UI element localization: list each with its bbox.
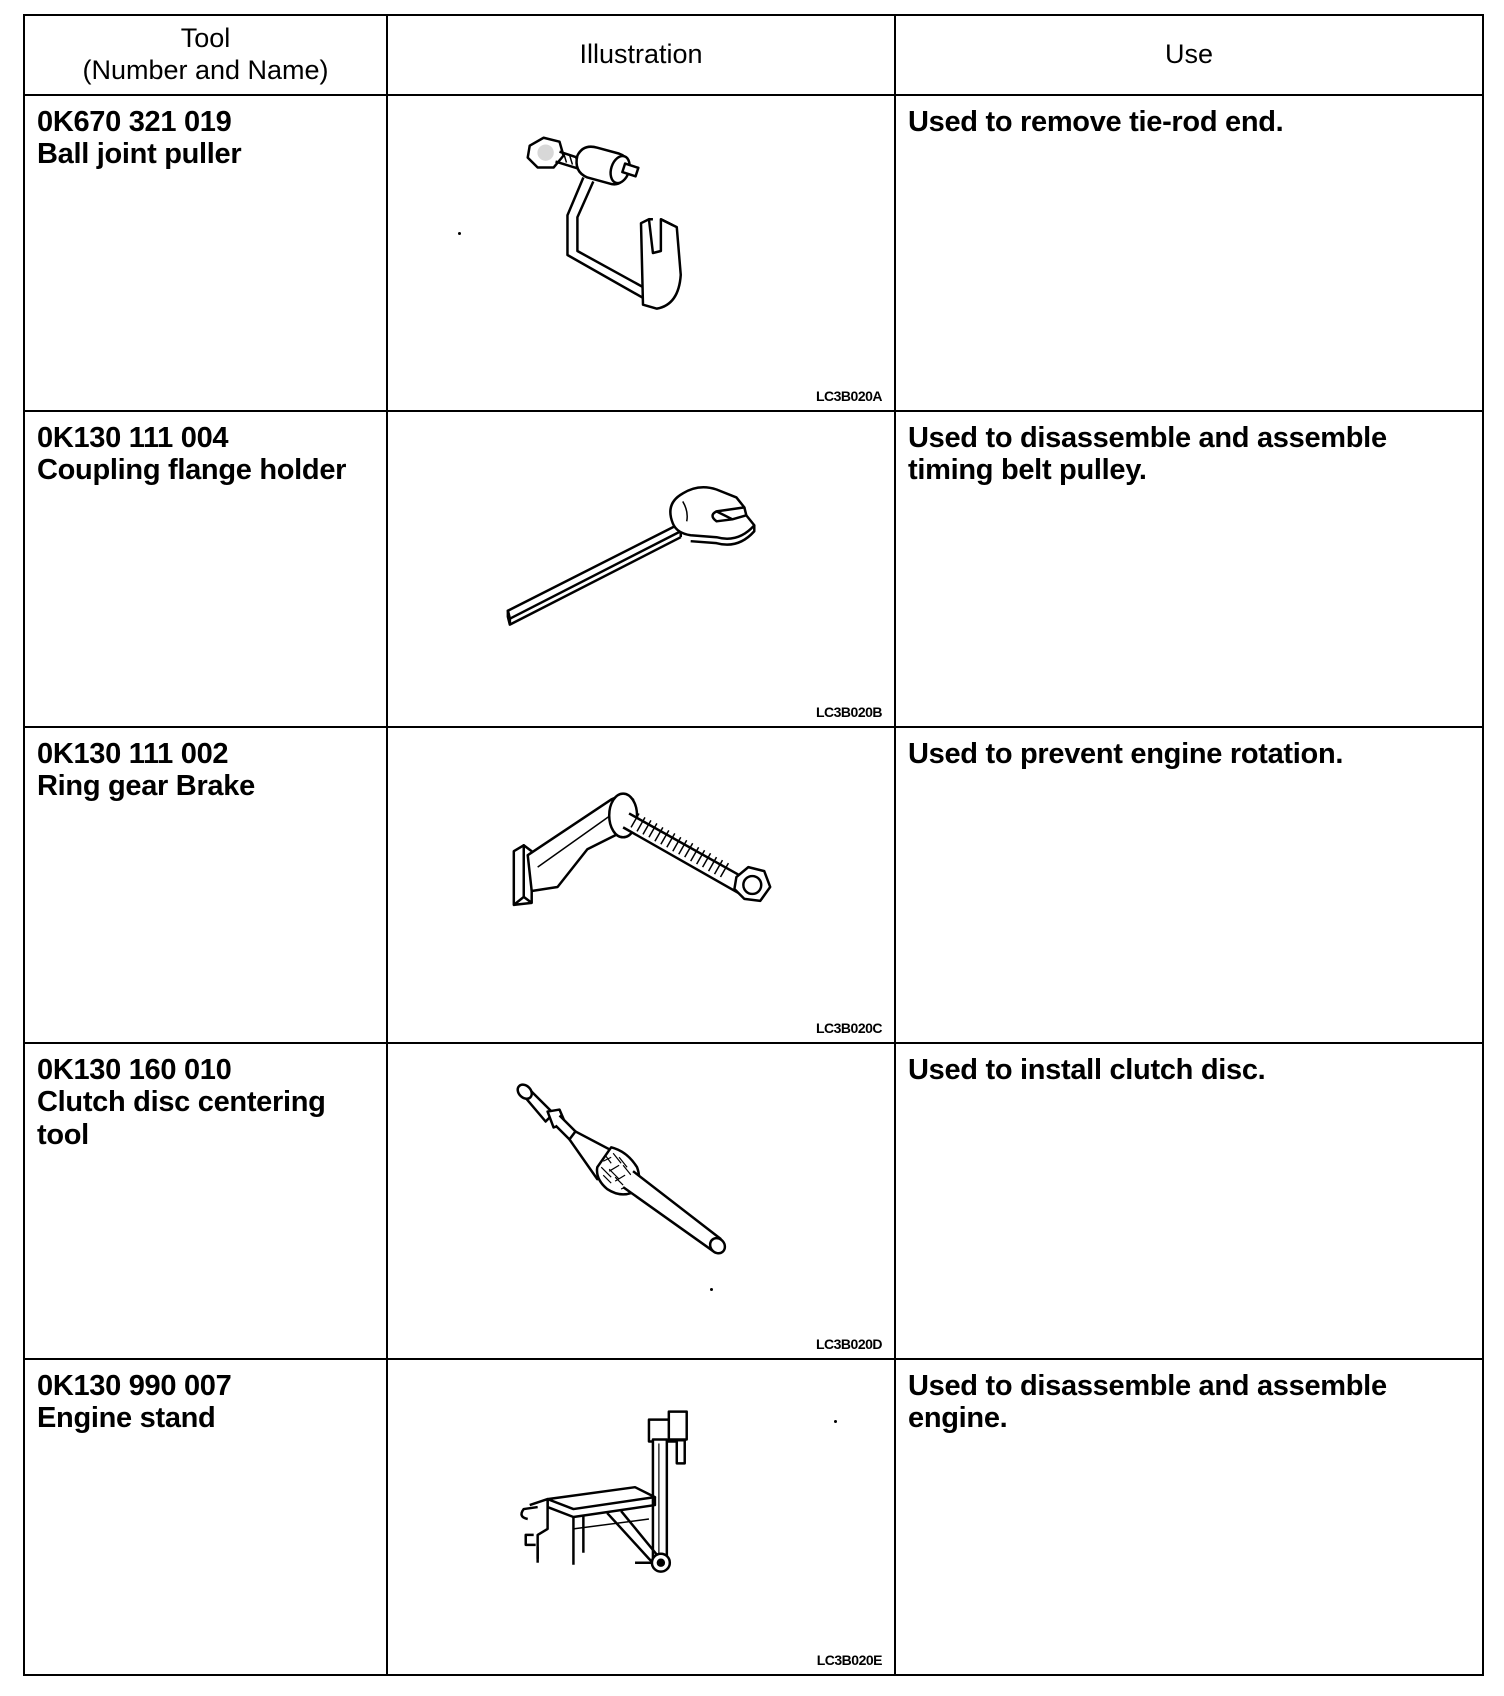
header-tool-line2: (Number and Name) bbox=[82, 55, 329, 85]
illustration-cell bbox=[387, 411, 895, 727]
clutch-disc-centering-tool-icon bbox=[388, 1044, 894, 1358]
use-text: Used to remove tie-rod end. bbox=[908, 106, 1284, 138]
tool-number: 0K130 990 007 bbox=[37, 1370, 232, 1402]
tool-cell bbox=[24, 1043, 387, 1359]
table-row bbox=[24, 95, 1483, 411]
figure-code: LC3B020C bbox=[815, 1020, 882, 1036]
figure-code: LC3B020E bbox=[816, 1652, 882, 1668]
ball-joint-puller-icon bbox=[388, 96, 894, 410]
ring-gear-brake-icon bbox=[388, 728, 894, 1042]
table-header-row bbox=[24, 15, 1483, 95]
use-cell bbox=[895, 95, 1483, 411]
table-row bbox=[24, 1043, 1483, 1359]
tool-name: Engine stand bbox=[37, 1402, 216, 1435]
special-tools-table bbox=[23, 14, 1484, 1676]
tool-cell bbox=[24, 411, 387, 727]
use-text: Used to disassemble and assemble timing belt pulley. bbox=[908, 422, 1387, 487]
tool-name: Clutch disc centering tool bbox=[37, 1086, 334, 1151]
use-cell bbox=[895, 411, 1483, 727]
tool-name: Coupling flange holder bbox=[37, 454, 347, 487]
table-row bbox=[24, 411, 1483, 727]
tool-name: Ball joint puller bbox=[37, 138, 242, 171]
tool-number: 0K130 160 010 bbox=[37, 1054, 232, 1086]
header-tool bbox=[24, 15, 387, 95]
table-row bbox=[24, 727, 1483, 1043]
tool-cell bbox=[24, 727, 387, 1043]
use-text: Used to install clutch disc. bbox=[908, 1054, 1266, 1086]
illustration-cell bbox=[387, 95, 895, 411]
engine-stand-icon bbox=[388, 1360, 894, 1674]
header-use: Use bbox=[895, 15, 1483, 95]
tool-cell bbox=[24, 95, 387, 411]
illustration-cell bbox=[387, 1043, 895, 1359]
tool-cell bbox=[24, 1359, 387, 1675]
header-illustration: Illustration bbox=[387, 15, 895, 95]
use-cell bbox=[895, 727, 1483, 1043]
tool-number: 0K670 321 019 bbox=[37, 106, 232, 138]
tool-name: Ring gear Brake bbox=[37, 770, 255, 803]
tool-number: 0K130 111 002 bbox=[37, 738, 229, 770]
use-text: Used to prevent engine rotation. bbox=[908, 738, 1344, 770]
figure-code: LC3B020B bbox=[815, 704, 882, 720]
tool-number: 0K130 111 004 bbox=[37, 422, 229, 454]
use-text: Used to disassemble and assemble engine. bbox=[908, 1370, 1395, 1435]
illustration-cell bbox=[387, 727, 895, 1043]
figure-code: LC3B020D bbox=[815, 1336, 882, 1352]
illustration-cell bbox=[387, 1359, 895, 1675]
table-row bbox=[24, 1359, 1483, 1675]
use-cell bbox=[895, 1359, 1483, 1675]
figure-code: LC3B020A bbox=[815, 388, 882, 404]
use-cell bbox=[895, 1043, 1483, 1359]
header-tool-line1: Tool bbox=[180, 23, 231, 54]
coupling-flange-holder-icon bbox=[388, 412, 894, 726]
